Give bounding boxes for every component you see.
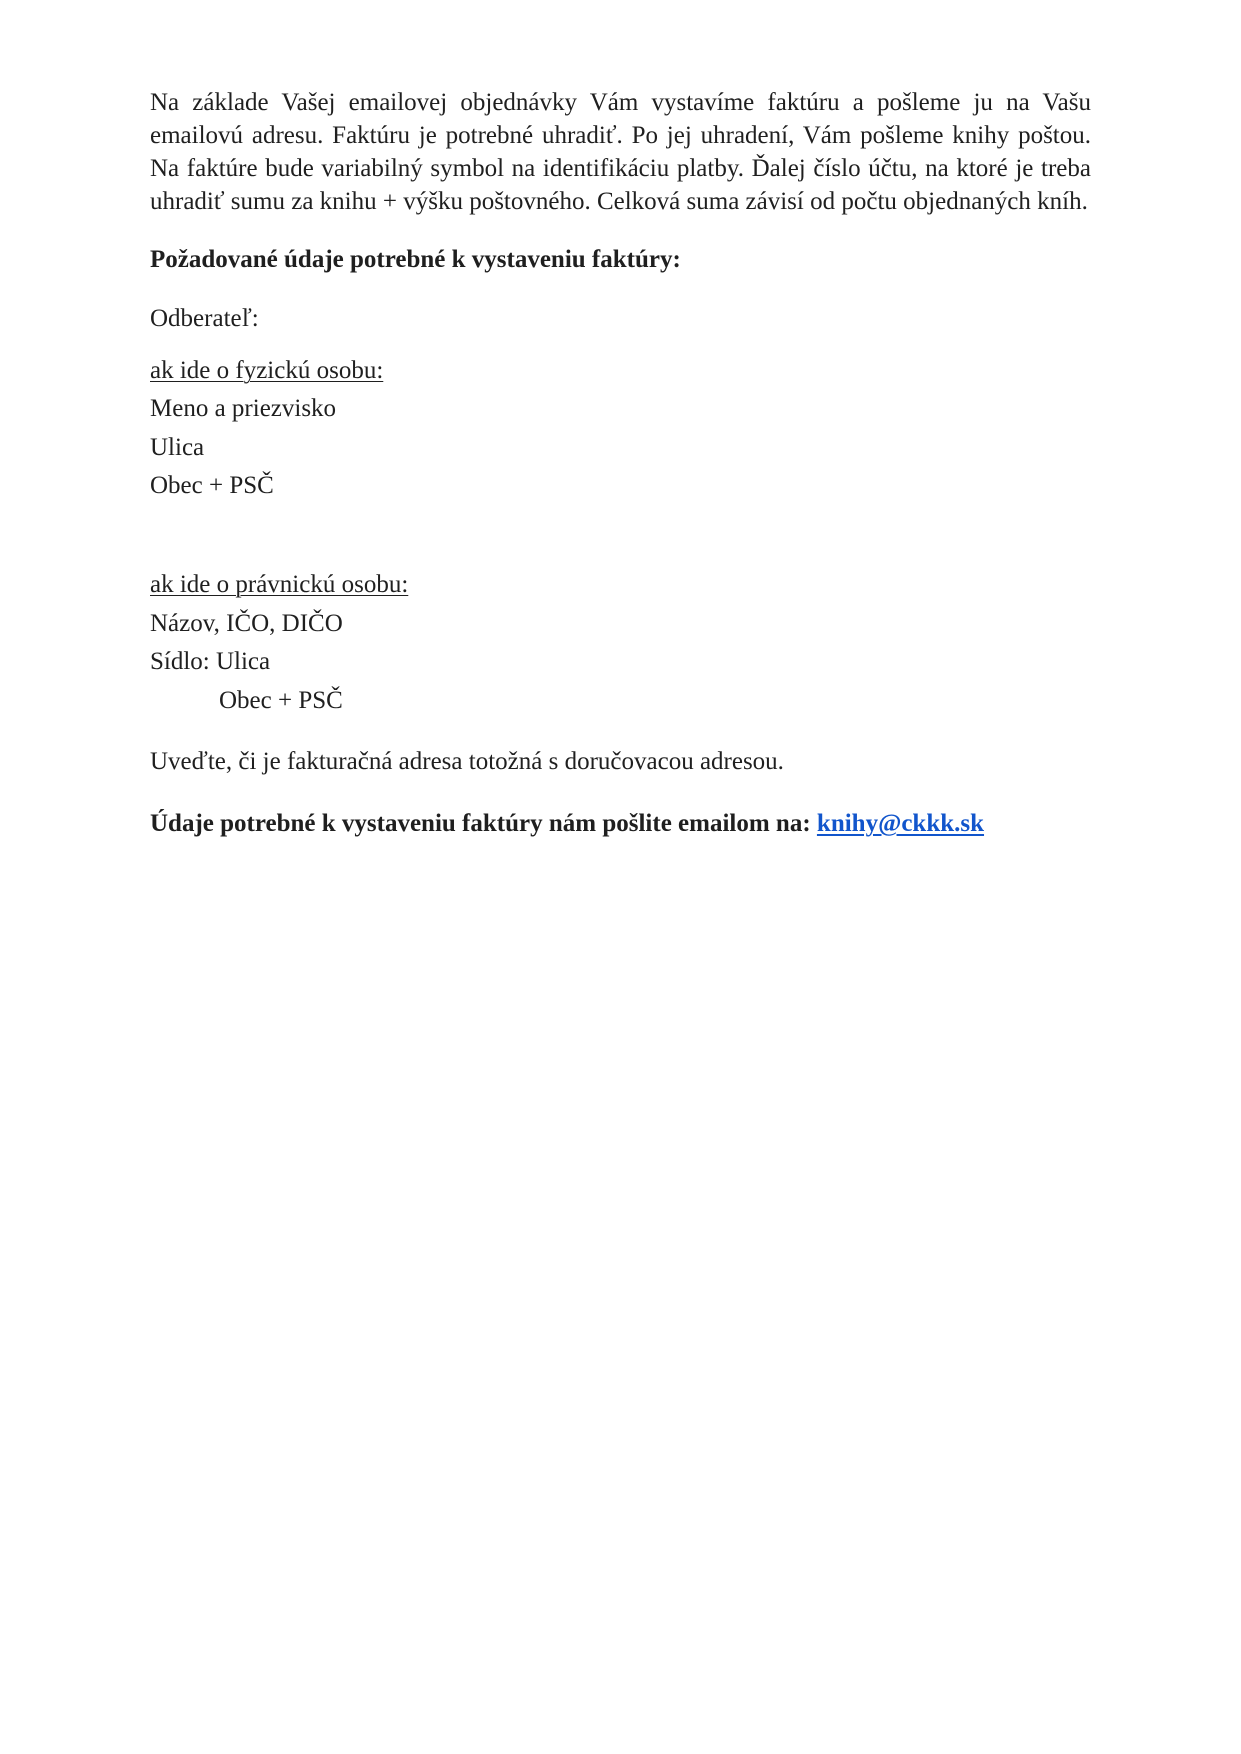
address-note: Uveďte, či je fakturačná adresa totožná s doručovacou adresou. xyxy=(150,748,784,775)
document-page xyxy=(150,86,1091,837)
pravnicka-sidlo-line: Sídlo: Ulica xyxy=(150,648,271,675)
fyzicka-city-line: Obec + PSČ xyxy=(150,472,274,499)
fyzicka-name-line: Meno a priezvisko xyxy=(150,395,337,422)
footer-line xyxy=(150,807,984,840)
fyzicka-street-line: Ulica xyxy=(150,434,205,461)
intro-paragraph: Na základe Vašej emailovej objednávky Vám vystavíme faktúru a pošleme ju na Vašu emailovú adresu. Faktúru je potrebné uhradiť. Po jej uhradení, Vám pošleme knihy poštou. Na faktúre bude variabilný symbol na identifikáciu platby. Ďalej číslo účtu, na ktoré je treba uhradiť sumu za knihu + výšku poštovného. Celková suma závisí od počtu objednaných kníh. xyxy=(150,89,1091,215)
pravnicka-city-line: Obec + PSČ xyxy=(219,687,343,714)
odberatel-label: Odberateľ: xyxy=(150,305,259,332)
email-link[interactable]: knihy@ckkk.sk xyxy=(816,810,985,837)
pravnicka-name-line: Názov, IČO, DIČO xyxy=(150,610,343,637)
section-heading: Požadované údaje potrebné k vystaveniu faktúry: xyxy=(150,246,681,273)
pravnicka-osoba-title: ak ide o právnickú osobu: xyxy=(150,571,409,598)
footer-text: Údaje potrebné k vystaveniu faktúry nám pošlite emailom na: xyxy=(150,810,811,837)
fyzicka-osoba-title: ak ide o fyzickú osobu: xyxy=(150,357,384,384)
